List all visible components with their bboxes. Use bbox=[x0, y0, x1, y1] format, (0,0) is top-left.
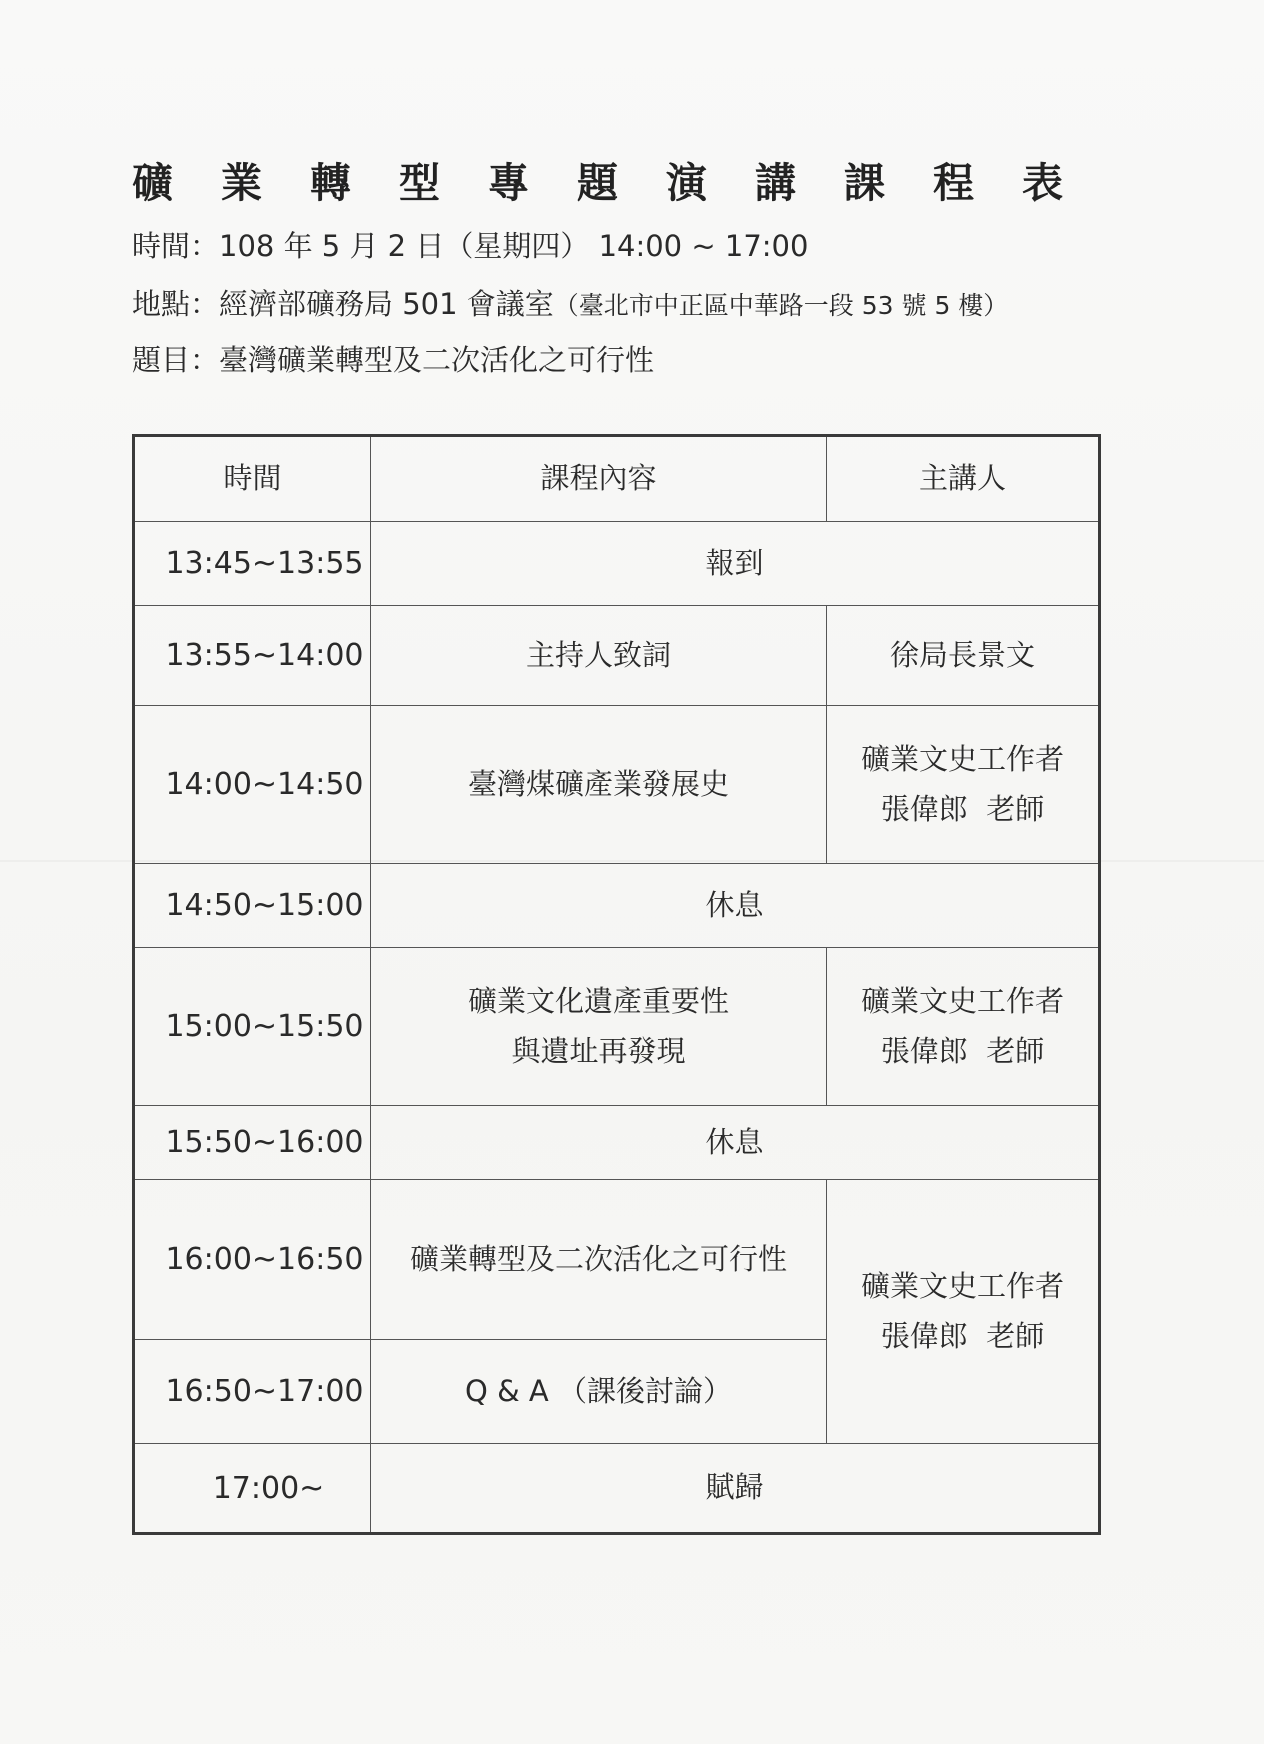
row-speaker bbox=[827, 948, 1100, 1106]
row-time: 16:50~17:00 bbox=[134, 1340, 371, 1444]
speaker-name: 張偉郎 老師 bbox=[880, 1318, 1045, 1353]
row-content: 賦歸 bbox=[371, 1444, 1100, 1534]
row-content: Q & A （課後討論） bbox=[371, 1340, 827, 1444]
speaker-name: 張偉郎 老師 bbox=[880, 1033, 1045, 1068]
row-time: 14:50~15:00 bbox=[134, 864, 371, 948]
row-speaker bbox=[827, 1180, 1100, 1444]
speaker-title: 礦業文史工作者 bbox=[860, 984, 1064, 1019]
row-time: 17:00~ bbox=[134, 1444, 371, 1534]
content-line-2: 與遺址再發現 bbox=[511, 1033, 686, 1068]
row-time: 15:50~16:00 bbox=[134, 1106, 371, 1180]
table-row bbox=[134, 1106, 1100, 1180]
row-speaker bbox=[827, 706, 1100, 864]
table-row bbox=[134, 706, 1100, 864]
table-row bbox=[134, 1180, 1100, 1340]
header-time: 時間 bbox=[134, 436, 371, 522]
content-line-1: 礦業文化遺產重要性 bbox=[467, 984, 729, 1019]
row-content: 臺灣煤礦產業發展史 bbox=[371, 706, 827, 864]
row-content bbox=[371, 948, 827, 1106]
row-time: 13:45~13:55 bbox=[134, 522, 371, 606]
row-content: 休息 bbox=[371, 1106, 1100, 1180]
row-content: 休息 bbox=[371, 864, 1100, 948]
table-row bbox=[134, 1444, 1100, 1534]
event-topic-line: 題目：臺灣礦業轉型及二次活化之可行性 bbox=[132, 343, 655, 377]
header-speaker: 主講人 bbox=[827, 436, 1100, 522]
event-location-line bbox=[132, 282, 1008, 323]
row-content: 主持人致詞 bbox=[371, 606, 827, 706]
event-time-line: 時間：108 年 5 月 2 日（星期四） 14:00 ~ 17:00 bbox=[132, 229, 809, 263]
table-row bbox=[134, 864, 1100, 948]
speaker-title: 礦業文史工作者 bbox=[860, 1269, 1064, 1304]
location-main: 地點：經濟部礦務局 501 會議室 bbox=[132, 287, 554, 321]
row-speaker: 徐局長景文 bbox=[827, 606, 1100, 706]
header-content: 課程內容 bbox=[371, 436, 827, 522]
schedule-table bbox=[132, 434, 1101, 1535]
table-header-row bbox=[134, 436, 1100, 522]
row-content: 礦業轉型及二次活化之可行性 bbox=[371, 1180, 827, 1340]
row-time: 13:55~14:00 bbox=[134, 606, 371, 706]
table-row bbox=[134, 522, 1100, 606]
speaker-name: 張偉郎 老師 bbox=[880, 791, 1045, 826]
table-row bbox=[134, 948, 1100, 1106]
speaker-title: 礦業文史工作者 bbox=[860, 742, 1064, 777]
row-time: 15:00~15:50 bbox=[134, 948, 371, 1106]
table-row bbox=[134, 606, 1100, 706]
row-time: 16:00~16:50 bbox=[134, 1180, 371, 1340]
location-detail: （臺北市中正區中華路一段 53 號 5 樓） bbox=[553, 291, 1009, 320]
row-content: 報到 bbox=[371, 522, 1100, 606]
document-title: 礦業轉型專題演講課程表 bbox=[132, 159, 1111, 207]
row-time: 14:00~14:50 bbox=[134, 706, 371, 864]
